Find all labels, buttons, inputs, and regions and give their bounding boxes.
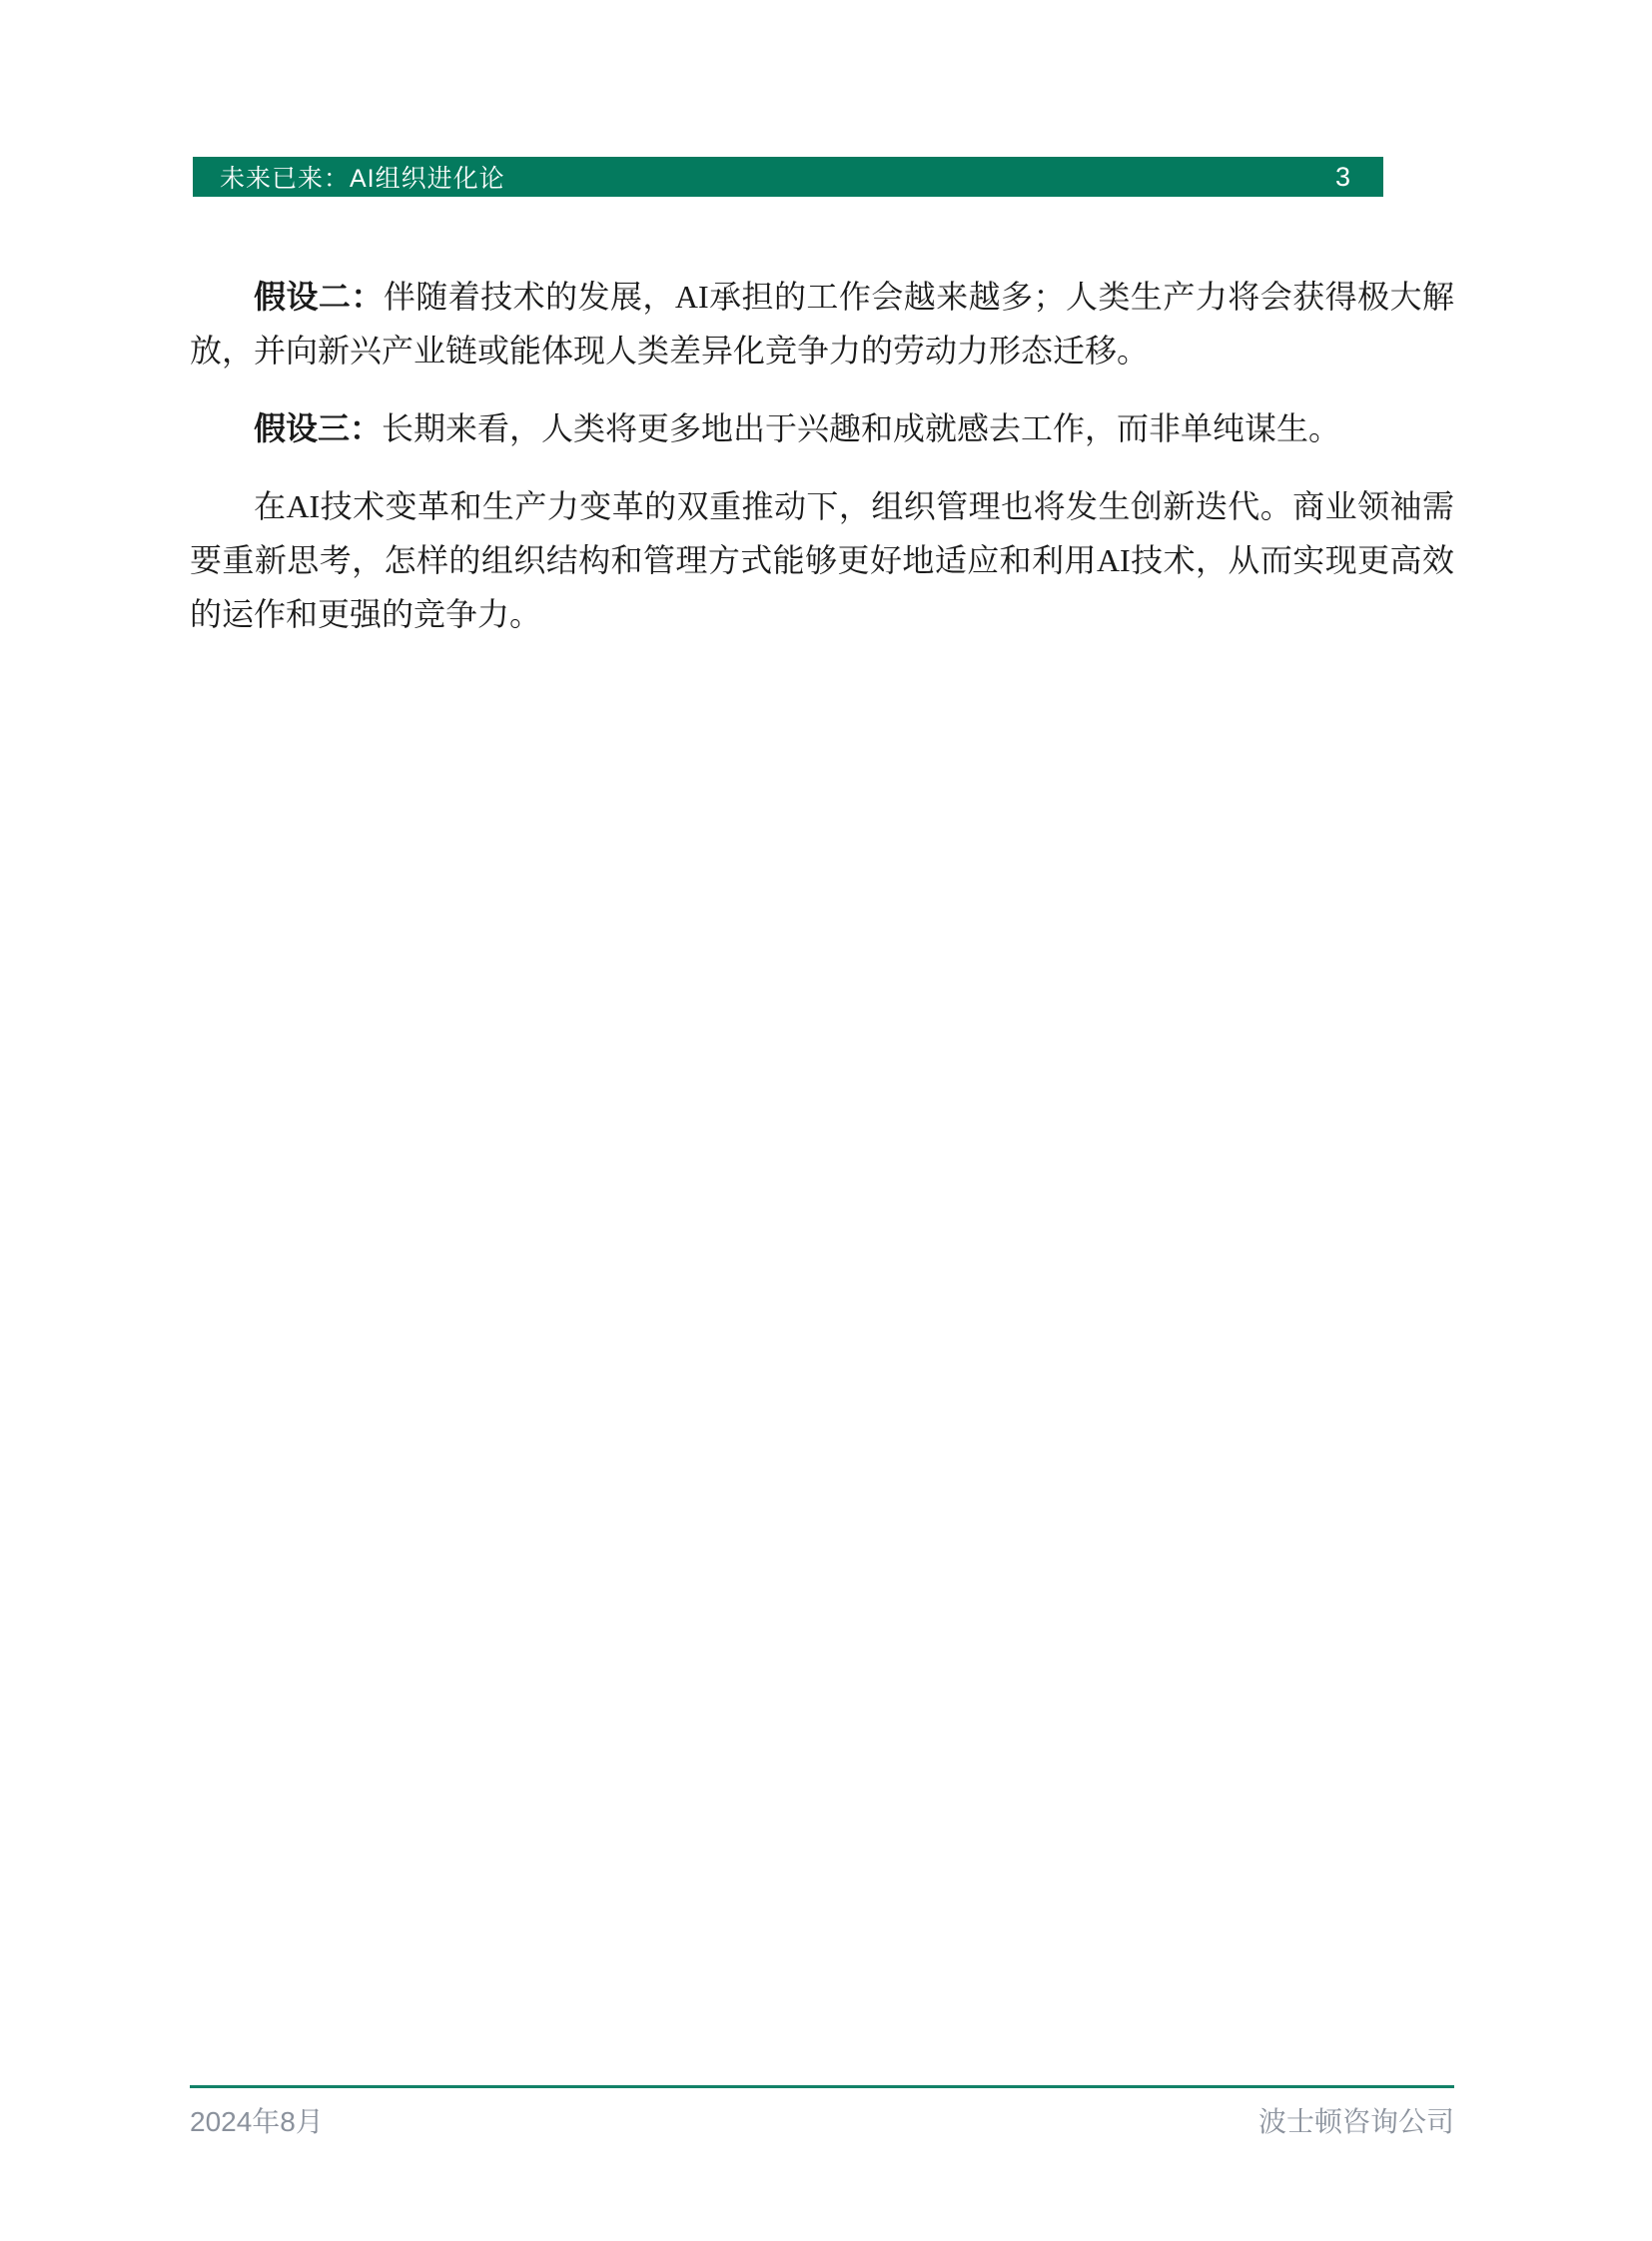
paragraph	[190, 270, 1454, 377]
footer-divider	[190, 2085, 1454, 2088]
header-title: 未来已来：AI组织进化论	[220, 165, 505, 193]
paragraph-text: 在AI技术变革和生产力变革的双重推动下，组织管理也将发生创新迭代。商业领袖需要重新思考，怎样的组织结构和管理方式能够更好地适应和利用AI技术，从而实现更高效的运作和更强的竞争力。	[190, 488, 1454, 632]
footer-date: 2024年8月	[190, 2106, 324, 2137]
footer-company: 波士顿咨询公司	[1257, 2106, 1454, 2137]
paragraph-lead: 假设二：	[254, 279, 384, 315]
paragraph-text: 伴随着技术的发展，AI承担的工作会越来越多；人类生产力将会获得极大解放，并向新兴产业链或能体现人类差异化竞争力的劳动力形态迁移。	[190, 279, 1454, 369]
paragraph-text: 长期来看，人类将更多地出于兴趣和成就感去工作，而非单纯谋生。	[382, 410, 1341, 446]
header-bar	[193, 157, 1383, 197]
paragraph	[190, 401, 1454, 455]
body-text	[190, 270, 1454, 665]
paragraph-lead: 假设三：	[254, 410, 383, 446]
footer	[190, 2100, 1454, 2140]
paragraph	[190, 479, 1454, 641]
page-number: 3	[1334, 161, 1350, 192]
